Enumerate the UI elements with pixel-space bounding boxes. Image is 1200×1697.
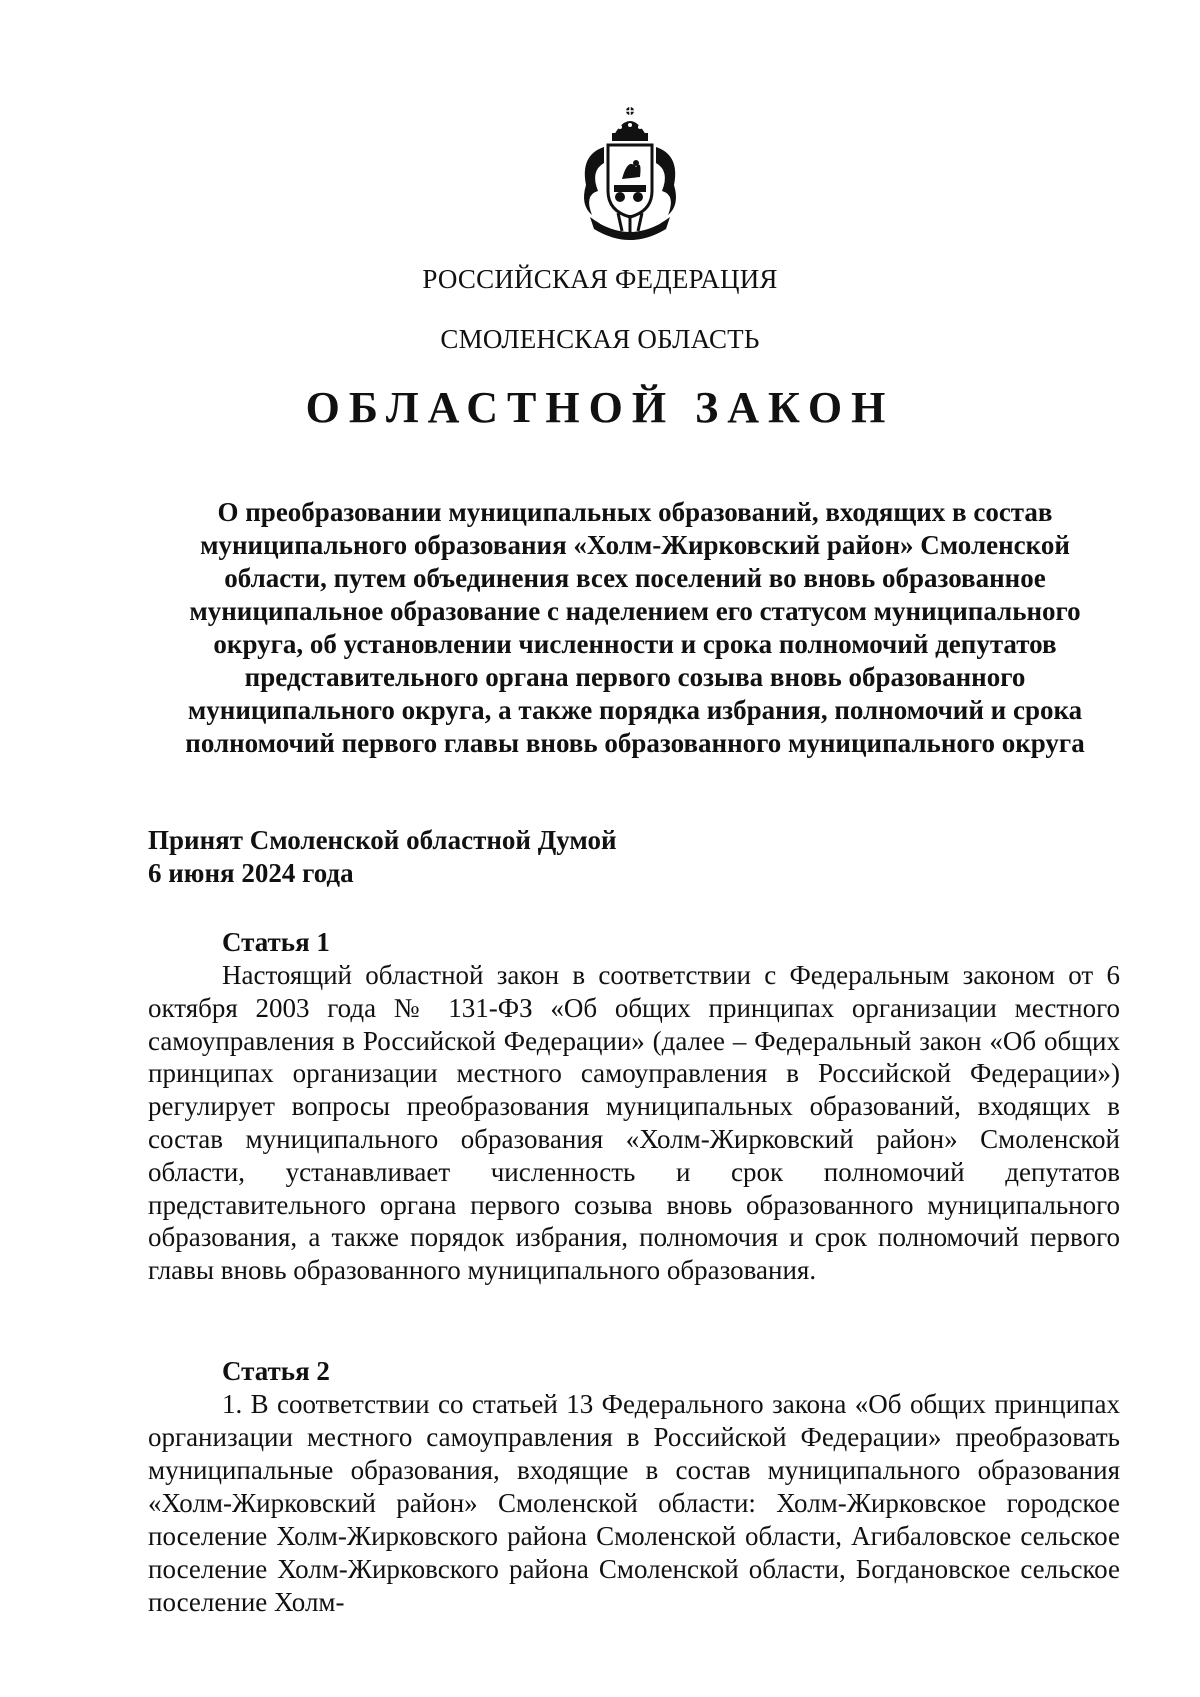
country-heading: РОССИЙСКАЯ ФЕДЕРАЦИЯ [422,264,778,294]
article-text: 1. В соответствии со статьей 13 Федерального закона «Об общих принципах организации местного самоуправления в Российской Федерации» преобразовать муниципальные образования, входящие в состав муниципального образования «Холм-Жирковский район» Смоленской области: Холм-Жирковское городское поселение Холм-Жирковского района Смоленской области, Агибаловское сельское поселение Холм-Жирковского района Смоленской области, Богдановское сельское поселение Холм- [148,1389,1120,1617]
article-text: Настоящий областной закон в соответствии с Федеральным законом от 6 октября 2003 года № 131-ФЗ «Об общих принципах организации местного самоуправления в Российской Федерации» (далее – Федеральный закон «Об общих принципах организации местного самоуправления в Российской Федерации») регулирует вопросы преобразования муниципальных образований, входящих в состав муниципального образования «Холм-Жирковский район» Смоленской области, устанавливает численность и срок полномочий депутатов представительного органа первого созыва вновь образованного муниципального образования, а также порядок избрания, полномочия и срок полномочий первого главы вновь образованного муниципального образования. [148,960,1120,1286]
article-heading: Статья 1 [222,927,330,957]
article-heading: Статья 2 [222,1356,330,1386]
document-type-heading: ОБЛАСТНОЙ ЗАКОН [305,383,895,432]
smolensk-coat-of-arms-icon [570,105,690,245]
article-2 [148,1355,1120,1619]
adoption-info [148,824,617,890]
article-1 [148,926,1120,1287]
law-title: О преобразовании муниципальных образований, входящих в состав муниципального образования «Холм-Жирковский район» Смоленской области, путем объединения всех поселений во вновь образованное муниципальное образование с наделением его статусом муниципального округа, об установлении численности и срока полномочий депутатов представительного органа первого созыва вновь образованного муниципального округа, а также порядка избрания, полномочий и срока полномочий первого главы вновь образованного муниципального округа [185,497,1085,758]
region-heading: СМОЛЕНСКАЯ ОБЛАСТЬ [440,324,760,354]
adoption-body: Принят Смоленской областной Думой [148,825,617,855]
adoption-date: 6 июня 2024 года [148,858,354,888]
